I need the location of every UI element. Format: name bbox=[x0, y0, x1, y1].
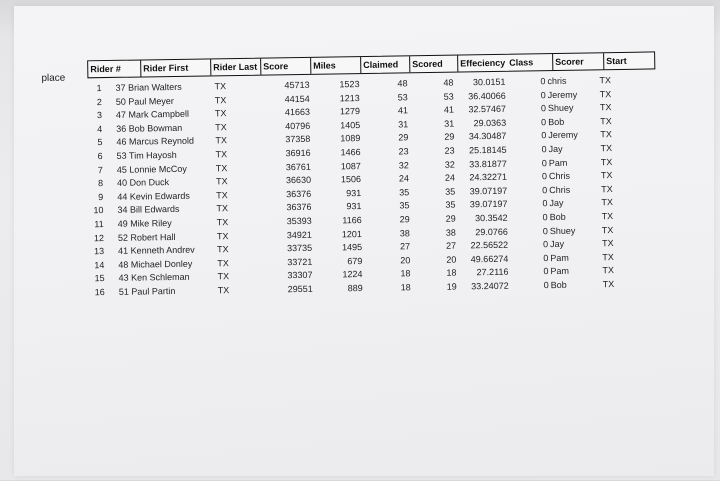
cell-start: TX bbox=[602, 279, 615, 290]
cell-claimed: 41 bbox=[397, 105, 409, 116]
cell-scorer: Chris bbox=[549, 184, 571, 195]
cell-class: 0 bbox=[542, 184, 548, 195]
cell-class: 0 bbox=[541, 171, 548, 182]
cell-class: 0 bbox=[542, 225, 548, 236]
cell-class: 0 bbox=[543, 280, 549, 291]
cell-scorer: Bob bbox=[549, 211, 566, 223]
cell-scored: 23 bbox=[444, 145, 455, 156]
cell-scorer: Jay bbox=[549, 239, 565, 250]
cell-score: 34921 bbox=[286, 229, 312, 240]
cell-miles: 1166 bbox=[342, 215, 362, 226]
cell-score: 36376 bbox=[286, 188, 312, 200]
cell-efficiency: 25.18145 bbox=[468, 144, 507, 156]
cell-efficiency: 29.0766 bbox=[475, 226, 508, 237]
cell-miles: 679 bbox=[347, 255, 363, 267]
cell-start: TX bbox=[601, 197, 614, 208]
cell-place: 13 bbox=[94, 246, 105, 257]
cell-claimed: 35 bbox=[399, 187, 410, 198]
cell-efficiency: 39.07197 bbox=[469, 185, 508, 197]
cell-scored: 24 bbox=[444, 172, 456, 183]
cell-rider-last: TX bbox=[217, 257, 229, 269]
cell-rider-last: TX bbox=[217, 244, 229, 255]
cell-miles: 1213 bbox=[339, 92, 360, 103]
cell-scored: 27 bbox=[445, 240, 457, 251]
cell-efficiency: 24.32271 bbox=[469, 171, 508, 183]
cell-claimed: 38 bbox=[399, 227, 410, 239]
cell-place: 1 bbox=[96, 83, 102, 94]
cell-score: 36761 bbox=[285, 161, 311, 172]
cell-claimed: 24 bbox=[398, 173, 410, 184]
cell-miles: 1279 bbox=[339, 106, 361, 117]
cell-start: TX bbox=[601, 211, 614, 222]
cell-rider-last: TX bbox=[217, 271, 230, 282]
cell-scorer: Shuey bbox=[547, 102, 574, 114]
cell-efficiency: 49.66274 bbox=[470, 253, 509, 265]
cell-rider-last: TX bbox=[214, 108, 227, 119]
cell-rider: 40 Don Duck bbox=[116, 177, 170, 189]
cell-score: 33307 bbox=[287, 270, 313, 281]
place-label: place bbox=[41, 72, 66, 85]
printed-sheet bbox=[14, 6, 714, 476]
cell-scored: 35 bbox=[445, 186, 456, 197]
cell-start: TX bbox=[601, 224, 614, 235]
cell-rider: 45 Lonnie McCoy bbox=[116, 163, 187, 175]
cell-efficiency: 32.57467 bbox=[468, 103, 507, 115]
cell-score: 33721 bbox=[287, 256, 313, 268]
cell-rider: 37 Brian Walters bbox=[115, 81, 182, 93]
cell-score: 41663 bbox=[284, 107, 311, 118]
cell-place: 12 bbox=[93, 232, 104, 243]
cell-place: 16 bbox=[94, 287, 105, 298]
cell-start: TX bbox=[599, 88, 612, 99]
cell-rider-last: TX bbox=[216, 230, 229, 241]
cell-place: 14 bbox=[94, 259, 105, 271]
cell-rider-last: TX bbox=[216, 203, 229, 214]
cell-miles: 1089 bbox=[340, 133, 361, 144]
cell-miles: 1405 bbox=[340, 119, 361, 131]
cell-claimed: 18 bbox=[400, 282, 411, 293]
cell-efficiency: 27.2116 bbox=[476, 267, 509, 278]
cell-rider: 44 Kevin Edwards bbox=[117, 190, 190, 202]
cell-rider-last: TX bbox=[216, 189, 228, 201]
cell-scored: 29 bbox=[445, 213, 456, 224]
cell-rider-last: TX bbox=[215, 135, 227, 146]
cell-scored: 35 bbox=[445, 199, 456, 211]
cell-place: 7 bbox=[97, 164, 103, 175]
cell-rider: 41 Kenneth Andrev bbox=[118, 244, 195, 257]
cell-scorer: Pam bbox=[550, 252, 569, 263]
cell-start: TX bbox=[601, 183, 613, 195]
cell-efficiency: 33.24072 bbox=[471, 280, 509, 292]
sheet-content bbox=[10, 1, 717, 481]
header-score: Score bbox=[260, 58, 310, 75]
cell-rider: 51 Paul Partin bbox=[118, 285, 176, 297]
cell-claimed: 29 bbox=[399, 214, 410, 225]
cell-scored: 48 bbox=[443, 77, 454, 88]
cell-place: 10 bbox=[93, 205, 104, 216]
cell-rider-last: TX bbox=[215, 176, 228, 187]
cell-rider: 50 Paul Meyer bbox=[115, 95, 174, 107]
cell-rider: 36 Bob Bowman bbox=[116, 122, 183, 134]
cell-scored: 38 bbox=[445, 227, 456, 238]
cell-miles: 931 bbox=[346, 201, 362, 212]
cell-scored: 18 bbox=[446, 267, 457, 279]
cell-rider: 34 Bill Edwards bbox=[117, 204, 180, 216]
cell-score: 45713 bbox=[284, 79, 310, 91]
cell-efficiency: 33.81877 bbox=[469, 158, 507, 169]
header-rider-first: Rider First bbox=[140, 59, 210, 76]
header-miles: Miles bbox=[310, 57, 360, 74]
header-scorer: Scorer bbox=[552, 53, 603, 70]
cell-start: TX bbox=[600, 170, 613, 181]
cell-efficiency: 30.0151 bbox=[472, 76, 506, 88]
cell-start: TX bbox=[599, 102, 612, 113]
cell-scorer: Jeremy bbox=[548, 130, 578, 141]
header-efficiency: Effeciency bbox=[457, 55, 510, 72]
cell-place: 8 bbox=[97, 178, 104, 189]
cell-place: 3 bbox=[96, 110, 103, 121]
cell-score: 36916 bbox=[285, 147, 311, 159]
cell-scorer: Chris bbox=[548, 170, 571, 182]
cell-miles: 931 bbox=[346, 187, 362, 199]
cell-scorer: Jeremy bbox=[547, 89, 578, 100]
cell-rider: 46 Marcus Reynold bbox=[116, 136, 195, 148]
cell-class: 0 bbox=[542, 198, 548, 209]
cell-rider: 53 Tim Hayosh bbox=[116, 149, 177, 161]
cell-claimed: 27 bbox=[399, 241, 411, 252]
cell-class: 0 bbox=[541, 144, 547, 155]
cell-score: 35393 bbox=[286, 215, 312, 227]
cell-claimed: 53 bbox=[397, 91, 408, 103]
cell-score: 36376 bbox=[286, 202, 312, 213]
cell-rider-last: TX bbox=[215, 162, 228, 173]
cell-miles: 1495 bbox=[341, 242, 363, 253]
cell-class: 0 bbox=[541, 157, 547, 168]
cell-claimed: 29 bbox=[398, 132, 409, 143]
cell-start: TX bbox=[600, 129, 612, 140]
cell-scorer: Shuey bbox=[549, 225, 576, 236]
header-claimed: Claimed bbox=[360, 56, 409, 73]
cell-miles: 1224 bbox=[342, 269, 363, 280]
cell-place: 6 bbox=[97, 151, 103, 162]
cell-class: 0 bbox=[542, 212, 548, 223]
cell-rider: 52 Robert Hall bbox=[117, 231, 176, 243]
cell-scored: 41 bbox=[443, 104, 455, 115]
cell-miles: 1506 bbox=[340, 174, 362, 185]
header-rider-last: Rider Last bbox=[210, 59, 260, 76]
cell-place: 9 bbox=[98, 191, 104, 202]
cell-efficiency: 29.0363 bbox=[473, 117, 507, 129]
cell-class: 0 bbox=[542, 239, 549, 250]
cell-score: 29551 bbox=[287, 283, 313, 295]
cell-rider: 43 Ken Schleman bbox=[118, 272, 190, 284]
header-start: Start bbox=[603, 52, 654, 69]
cell-scorer: Bob bbox=[550, 279, 567, 291]
cell-scored: 32 bbox=[444, 159, 455, 170]
cell-start: TX bbox=[599, 75, 612, 86]
cell-place: 4 bbox=[97, 123, 103, 134]
cell-class: 0 bbox=[543, 252, 549, 263]
header-class: Class bbox=[509, 57, 534, 68]
cell-claimed: 48 bbox=[397, 78, 408, 89]
cell-miles: 1523 bbox=[339, 79, 360, 90]
cell-place: 11 bbox=[94, 219, 104, 230]
cell-claimed: 35 bbox=[399, 200, 410, 211]
header-scored: Scored bbox=[409, 56, 457, 73]
cell-claimed: 31 bbox=[398, 119, 409, 130]
cell-score: 33735 bbox=[286, 243, 313, 254]
cell-miles: 1466 bbox=[340, 147, 361, 158]
cell-scorer: Jay bbox=[548, 143, 563, 155]
cell-start: TX bbox=[600, 143, 613, 154]
cell-place: 15 bbox=[94, 273, 105, 284]
cell-claimed: 32 bbox=[398, 159, 409, 171]
cell-class: 0 bbox=[541, 116, 547, 127]
cell-start: TX bbox=[600, 156, 613, 167]
cell-efficiency: 22.56522 bbox=[470, 239, 509, 251]
cell-class: 0 bbox=[540, 76, 546, 87]
cell-rider-last: TX bbox=[214, 81, 227, 92]
cell-efficiency: 30.3542 bbox=[475, 212, 508, 224]
cell-place: 2 bbox=[96, 96, 102, 107]
cell-start: TX bbox=[602, 265, 615, 276]
cell-scorer: Bob bbox=[548, 116, 565, 127]
header-rider-num: Rider # bbox=[90, 63, 121, 75]
cell-rider: 48 Michael Donley bbox=[118, 258, 193, 270]
cell-start: TX bbox=[600, 115, 612, 127]
cell-miles: 1087 bbox=[340, 160, 361, 171]
cell-rider-last: TX bbox=[216, 217, 229, 228]
cell-scorer: Jay bbox=[549, 198, 564, 209]
cell-rider: 49 Mike Riley bbox=[117, 218, 172, 229]
cell-miles: 1201 bbox=[341, 228, 362, 239]
cell-score: 44154 bbox=[284, 93, 310, 104]
cell-scorer: Pam bbox=[550, 266, 570, 277]
cell-class: 0 bbox=[543, 266, 549, 277]
cell-score: 37358 bbox=[285, 134, 311, 145]
cell-rider-last: TX bbox=[217, 285, 230, 296]
cell-efficiency: 34.30487 bbox=[468, 131, 507, 142]
cell-rider-last: TX bbox=[215, 121, 227, 133]
cell-start: TX bbox=[602, 251, 614, 263]
cell-miles: 889 bbox=[347, 283, 363, 294]
cell-rider-last: TX bbox=[214, 94, 227, 105]
cell-efficiency: 36.40066 bbox=[468, 90, 506, 101]
cell-scored: 31 bbox=[444, 118, 455, 129]
cell-start: TX bbox=[601, 238, 614, 249]
cell-rider-last: TX bbox=[215, 149, 228, 160]
cell-place: 5 bbox=[97, 137, 103, 148]
cell-class: 0 bbox=[541, 130, 547, 141]
cell-class: 0 bbox=[540, 103, 547, 114]
cell-score: 36630 bbox=[285, 175, 312, 186]
cell-scored: 20 bbox=[446, 254, 457, 265]
cell-claimed: 20 bbox=[400, 255, 411, 266]
cell-score: 40796 bbox=[285, 120, 311, 132]
cell-class: 0 bbox=[540, 89, 546, 100]
cell-rider: 47 Mark Campbell bbox=[115, 108, 190, 121]
cell-efficiency: 39.07197 bbox=[469, 199, 508, 210]
cell-scored: 53 bbox=[443, 91, 454, 102]
cell-scorer: Pam bbox=[548, 157, 568, 168]
cell-claimed: 18 bbox=[400, 268, 411, 279]
cell-claimed: 23 bbox=[398, 146, 409, 157]
cell-scored: 29 bbox=[444, 131, 455, 143]
cell-scored: 19 bbox=[446, 281, 457, 292]
cell-scorer: chris bbox=[547, 75, 567, 87]
